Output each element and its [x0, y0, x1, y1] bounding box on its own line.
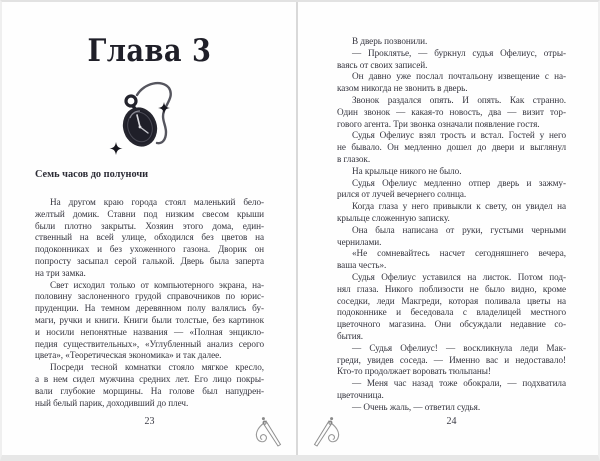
text-line: казом никогда не звонить в дверь.: [337, 83, 468, 94]
text-line: Свет исходил только от компьютерного экрана, на-: [50, 279, 264, 290]
paragraph: [337, 36, 566, 48]
paragraph: [337, 166, 566, 178]
text-line: ваша честь».: [337, 260, 387, 271]
text-line: на три замка.: [35, 267, 86, 278]
book-page-right[interactable]: [298, 2, 598, 455]
text-line: маги, ручки и книги. Книги были толстые, без картинок: [35, 314, 264, 325]
text-line: ваясь от своих записей.: [337, 59, 428, 70]
text-line: подоконниках и без ухоженного газона. Дворик он: [35, 244, 264, 255]
text-line: гового агента. Три звонка означали появление гостя.: [337, 118, 540, 129]
text-line: цветочница.: [337, 389, 384, 400]
text-line: педия существительных», «Углубленный анализ серого: [35, 338, 264, 349]
text-line: Кто-то продолжает воровать тюльпаны!: [337, 366, 491, 377]
text-line: ный белый парик, доходивший до плеч.: [35, 397, 189, 408]
sparkle-icon: [110, 142, 123, 155]
text-line: желтый домик. Ставни под низким свесом крыши: [35, 208, 264, 219]
text-line: — Меня час назад тоже обокрали, — подхватила: [352, 378, 566, 389]
paragraph: [337, 402, 566, 414]
text-line: На другом краю города стоял маленький бело-: [50, 197, 264, 207]
chapter-heading-text: Глава 3: [87, 33, 211, 69]
text-line: пруденции. На темном деревянном полу валялись бу-: [35, 303, 264, 314]
text-line: были плотно закрыты. Хозяин этого дома, един-: [35, 220, 264, 231]
text-line: греди, увидев соседа. — Именно вас и недоставало!: [337, 354, 566, 365]
text-line: Когда глаза у него привыкли к свету, он увидел на: [352, 201, 566, 212]
paragraph: [337, 272, 566, 343]
text-line: соседки, леди Макгреди, которая поливала цветы на: [337, 295, 566, 306]
text-line: вали глубокие морщины. На голове был напудрен-: [35, 385, 264, 396]
paragraph: [337, 248, 566, 272]
text-line: «Не сомневайтесь насчет сегодняшнего вечера,: [352, 248, 566, 259]
paragraph: [337, 130, 566, 165]
needle-thread-ornament-icon: [254, 414, 286, 450]
section-subtitle: Семь часов до полуночи: [35, 169, 149, 180]
text-line: крыльце сложенную записку.: [337, 212, 450, 223]
text-line: попросту засыпал серой галькой. Дверь была заперта: [35, 255, 264, 266]
book-page-left[interactable]: [2, 2, 298, 455]
text-line: Звонок раздался опять. И опять. Как странно.: [352, 94, 566, 105]
text-line: не бывало. Он медленно дошел до двери и выглянул: [337, 142, 566, 153]
pocket-watch-icon: [103, 78, 195, 166]
paragraph: [337, 201, 566, 225]
page-number-left: 23: [144, 416, 155, 427]
page-number-right: 24: [446, 416, 457, 427]
paragraph: [35, 197, 264, 280]
paragraph: [337, 71, 566, 95]
paragraph: [35, 362, 264, 409]
paragraph: [337, 95, 566, 130]
text-line: Посреди тесной комнатки стояло мягкое кресло,: [50, 362, 264, 373]
paragraph: [35, 280, 264, 363]
text-line: бытия.: [337, 330, 364, 341]
text-line: Судья Офелиус медленно отпер дверь и зажму-: [352, 177, 566, 188]
text-line: На крыльце никого не было.: [352, 165, 462, 176]
paragraph: [337, 378, 566, 402]
paragraph: [337, 48, 566, 72]
page-24-text: [337, 36, 566, 414]
text-line: ственный на всей улице, обходился без цветов на: [35, 232, 264, 243]
text-line: Один звонок — какая-то новость, два — визит тор-: [337, 106, 566, 117]
paragraph: [337, 178, 566, 202]
chapter-heading: [2, 34, 296, 68]
page-23-text: [35, 197, 264, 409]
needle-thread-ornament-mirrored-icon: [309, 414, 341, 450]
text-line: — Очень жаль, — ответил судья.: [352, 401, 481, 412]
text-line: — Проклятье, — буркнул судья Офелиус, отры-: [352, 47, 566, 58]
text-line: — Судья Офелиус! — воскликнула леди Мак-: [352, 342, 566, 353]
paragraph: [337, 225, 566, 249]
text-line: Судья Офелиус взял трость и встал. Гостей у него: [352, 130, 566, 141]
text-line: чернилами.: [337, 236, 382, 247]
text-line: Судья Офелиус уставился на листок. Потом под-: [352, 271, 566, 282]
paragraph: [337, 343, 566, 378]
text-line: В дверь позвонили.: [352, 36, 428, 46]
text-line: подоконнике и беседовала с владелицей местного: [337, 307, 566, 318]
text-line: цветочного магазина. Они обсуждали недавние со-: [337, 319, 566, 330]
text-line: а в нем сидел мужчина средних лет. Его лицо покры-: [35, 373, 264, 384]
text-line: в глазок.: [337, 153, 371, 164]
text-line: цвета», «Теоретическая экономика» и так далее.: [35, 350, 222, 361]
text-line: Он давно уже послал почтальону извещение с на-: [352, 71, 566, 82]
text-line: рился от лучей вечернего солнца.: [337, 189, 467, 200]
text-line: нял глаза. Никого поблизости не было видно, кроме: [337, 283, 566, 294]
text-line: половину заслоненного грудой справочников по юрис-: [35, 291, 264, 302]
text-line: Она была написана от руки, густыми черными: [352, 224, 566, 235]
text-line: и носили непонятные названия — «Полная энцикло-: [35, 326, 264, 337]
